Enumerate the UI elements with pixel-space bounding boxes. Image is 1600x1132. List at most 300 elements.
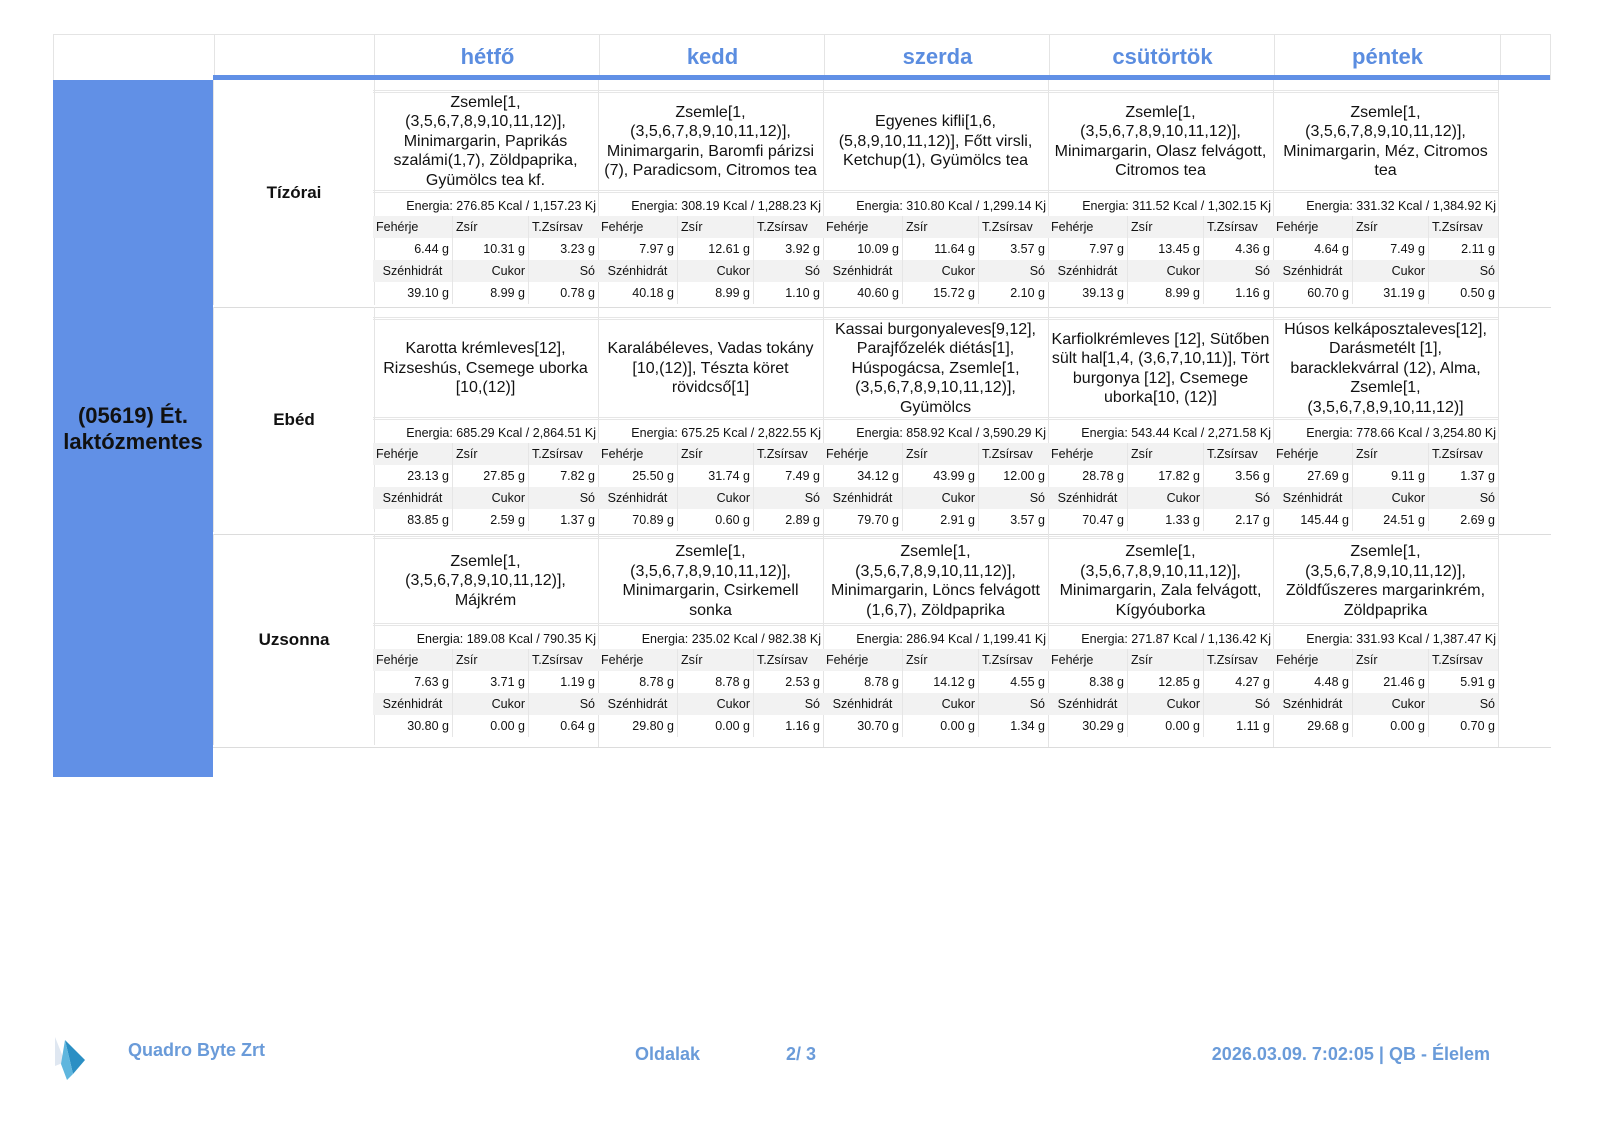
nutrient-label-row [823, 649, 1048, 671]
nutrient-label: Szénhidrát [1048, 693, 1128, 715]
nutrient-value: 40.60 g [823, 282, 903, 304]
nutrient-label-row [1273, 216, 1498, 238]
nutrient-value: 0.70 g [1460, 719, 1495, 733]
nutrient-label: Zsír [903, 649, 979, 671]
nutrient-value: 10.31 g [453, 238, 529, 260]
nutrient-label: Fehérje [373, 443, 453, 465]
meal-day-cell [598, 534, 824, 747]
nutrient-value: 27.69 g [1273, 465, 1353, 487]
dish-description: Zsemle[1, (3,5,6,7,8,9,10,11,12)], Minimargarin, Méz, Citromos tea [1273, 90, 1498, 193]
nutrient-value: 7.82 g [560, 469, 595, 483]
nutrient-label-row [598, 649, 823, 671]
nutrient-label: Fehérje [598, 216, 678, 238]
meal-name: Ebéd [213, 307, 375, 532]
nutrient-label-row [598, 693, 823, 715]
nutrient-label: Só [1029, 264, 1045, 278]
nutrient-value: 4.55 g [1010, 675, 1045, 689]
footer-timestamp: 2026.03.09. 7:02:05 | QB - Élelem [1211, 1044, 1490, 1064]
menu-body [53, 80, 1551, 777]
energy-value: Energia: 189.08 Kcal / 790.35 Kj [416, 632, 596, 646]
dish-description: Karotta krémleves[12], Rizseshús, Csemege uborka [10,(12)] [373, 317, 598, 420]
nutrient-label: Fehérje [823, 443, 903, 465]
nutrient-value-row [1048, 671, 1273, 693]
meal-day-cell [373, 534, 599, 747]
nutrient-label: Fehérje [598, 443, 678, 465]
nutrient-label: Szénhidrát [373, 693, 453, 715]
nutrient-label: T.Zsírsav [757, 653, 808, 667]
nutrient-label: Fehérje [1273, 443, 1353, 465]
dish-description: Húsos kelkáposztaleves[12], Darásmetélt [1], baracklekvárral (12), Alma, Zsemle[1, (3,5,6,7,8,9,10,11,12)] [1273, 317, 1498, 420]
dish-description: Zsemle[1, (3,5,6,7,8,9,10,11,12)], Zöldfűszeres margarinkrém, Zöldpaprika [1273, 536, 1498, 626]
nutrient-value: 1.37 g [560, 513, 595, 527]
nutrient-value-row [373, 465, 598, 487]
energy-value: Energia: 311.52 Kcal / 1,302.15 Kj [1082, 199, 1271, 213]
nutrient-value: 1.11 g [1236, 719, 1270, 733]
nutrient-label: Cukor [1353, 487, 1429, 509]
nutrient-value: 0.00 g [1353, 715, 1429, 737]
nutrient-value: 9.11 g [1353, 465, 1429, 487]
nutrient-value: 24.51 g [1353, 509, 1429, 531]
nutrient-value: 2.53 g [785, 675, 820, 689]
dish-description: Zsemle[1, (3,5,6,7,8,9,10,11,12)], Májkrém [373, 536, 598, 626]
nutrient-label: Szénhidrát [1273, 260, 1353, 282]
nutrient-value-row [373, 282, 598, 304]
nutrient-label: Só [804, 697, 820, 711]
nutrient-label-row [598, 216, 823, 238]
nutrient-value: 40.18 g [598, 282, 678, 304]
nutrient-value: 0.50 g [1460, 286, 1495, 300]
nutrient-label: Fehérje [1273, 649, 1353, 671]
nutrient-label: Szénhidrát [823, 487, 903, 509]
nutrient-value: 4.48 g [1273, 671, 1353, 693]
nutrient-value: 12.61 g [678, 238, 754, 260]
nutrient-label: T.Zsírsav [757, 220, 808, 234]
nutrient-label: Cukor [1128, 260, 1204, 282]
nutrient-label: Fehérje [1273, 216, 1353, 238]
nutrient-value: 3.57 g [1010, 513, 1045, 527]
energy-value: Energia: 778.66 Kcal / 3,254.80 Kj [1306, 426, 1496, 440]
nutrient-label-row [1048, 487, 1273, 509]
nutrient-label: Szénhidrát [823, 260, 903, 282]
nutrient-label: Cukor [453, 693, 529, 715]
nutrient-label: T.Zsírsav [1207, 220, 1258, 234]
nutrient-label: Cukor [903, 487, 979, 509]
energy-value: Energia: 308.19 Kcal / 1,288.23 Kj [631, 199, 821, 213]
nutrient-label-row [1048, 260, 1273, 282]
nutrient-label: T.Zsírsav [532, 653, 583, 667]
nutrient-label-row [598, 443, 823, 465]
energy-value: Energia: 858.92 Kcal / 3,590.29 Kj [856, 426, 1046, 440]
header-empty-cell [214, 35, 375, 75]
nutrient-value-row [373, 509, 598, 531]
nutrient-label: Só [579, 697, 595, 711]
nutrient-label: Cukor [903, 693, 979, 715]
nutrient-label: Szénhidrát [1048, 487, 1128, 509]
nutrient-label-row [373, 443, 598, 465]
nutrient-label: Szénhidrát [823, 693, 903, 715]
meal-day-cell [373, 80, 599, 307]
nutrient-label: Zsír [453, 216, 529, 238]
nutrient-label: Fehérje [1048, 649, 1128, 671]
dish-description: Karalábéleves, Vadas tokány [10,(12)], Tészta köret rövidcső[1] [598, 317, 823, 420]
footer-company: Quadro Byte Zrt [128, 1040, 266, 1060]
energy-value: Energia: 286.94 Kcal / 1,199.41 Kj [856, 632, 1046, 646]
nutrient-value: 3.56 g [1235, 469, 1270, 483]
nutrient-label: Zsír [1353, 216, 1429, 238]
nutrient-label: Cukor [1128, 693, 1204, 715]
nutrient-value: 2.89 g [785, 513, 820, 527]
nutrient-value-row [1048, 238, 1273, 260]
nutrient-label: Szénhidrát [1048, 260, 1128, 282]
nutrient-label-row [823, 260, 1048, 282]
nutrient-label: Zsír [1128, 216, 1204, 238]
nutrient-value-row [373, 715, 598, 737]
nutrient-value-row [823, 671, 1048, 693]
nutrient-label: Cukor [1353, 260, 1429, 282]
nutrient-value: 0.00 g [1128, 715, 1204, 737]
dish-description: Zsemle[1, (3,5,6,7,8,9,10,11,12)], Minimargarin, Baromfi párizsi (7), Paradicsom, Citromos tea [598, 90, 823, 193]
nutrient-value-row [823, 282, 1048, 304]
nutrient-value: 3.57 g [1010, 242, 1045, 256]
meal-section [213, 534, 1551, 748]
meal-day-cell [598, 307, 824, 534]
nutrient-label: Só [1254, 491, 1270, 505]
nutrient-value: 23.13 g [373, 465, 453, 487]
dish-description: Karfiolkrémleves [12], Sütőben sült hal[1,4, (3,6,7,10,11)], Tört burgonya [12], Csemege uborka[10, (12)] [1048, 317, 1273, 420]
nutrient-value-row [598, 509, 823, 531]
nutrient-value-row [823, 715, 1048, 737]
dish-description: Zsemle[1, (3,5,6,7,8,9,10,11,12)], Minimargarin, Löncs felvágott (1,6,7), Zöldpaprika [823, 536, 1048, 626]
nutrient-label: Fehérje [1048, 443, 1128, 465]
energy-value: Energia: 235.02 Kcal / 982.38 Kj [641, 632, 821, 646]
nutrient-label: T.Zsírsav [1432, 447, 1483, 461]
nutrient-value: 8.78 g [598, 671, 678, 693]
nutrient-label-row [823, 216, 1048, 238]
nutrient-label: Só [1479, 697, 1495, 711]
nutrient-value-row [1048, 282, 1273, 304]
nutrient-label: Cukor [678, 693, 754, 715]
nutrient-label: Zsír [1128, 443, 1204, 465]
nutrient-value: 1.37 g [1460, 469, 1495, 483]
nutrient-label: Cukor [453, 487, 529, 509]
nutrient-label: Szénhidrát [1273, 487, 1353, 509]
nutrient-value: 1.34 g [1010, 719, 1045, 733]
nutrient-value-row [1273, 282, 1498, 304]
dish-description: Zsemle[1, (3,5,6,7,8,9,10,11,12)], Minimargarin, Zala felvágott, Kígyóuborka [1048, 536, 1273, 626]
header-day-thursday: csütörtök [1049, 35, 1275, 75]
nutrient-value-row [1273, 238, 1498, 260]
meal-day-cell [373, 307, 599, 534]
nutrient-label-row [1273, 260, 1498, 282]
nutrient-value-row [1273, 509, 1498, 531]
nutrient-value: 8.99 g [1128, 282, 1204, 304]
nutrient-label: Fehérje [823, 649, 903, 671]
nutrient-label: Zsír [1353, 443, 1429, 465]
energy-value: Energia: 331.32 Kcal / 1,384.92 Kj [1306, 199, 1496, 213]
nutrient-value: 0.64 g [560, 719, 595, 733]
nutrient-label-row [373, 693, 598, 715]
meal-day-cell [598, 80, 824, 307]
nutrient-value: 2.11 g [1461, 242, 1495, 256]
nutrient-label: T.Zsírsav [757, 447, 808, 461]
nutrient-label: Só [1029, 491, 1045, 505]
nutrient-label: Só [1254, 264, 1270, 278]
nutrient-label: Szénhidrát [1273, 693, 1353, 715]
nutrient-label: Zsír [678, 649, 754, 671]
nutrient-value: 31.74 g [678, 465, 754, 487]
nutrient-label: Cukor [453, 260, 529, 282]
nutrient-label: Só [1479, 264, 1495, 278]
nutrient-value: 0.60 g [678, 509, 754, 531]
nutrient-value: 4.27 g [1235, 675, 1270, 689]
nutrient-label: Só [579, 264, 595, 278]
nutrient-label: Zsír [678, 216, 754, 238]
nutrient-value: 13.45 g [1128, 238, 1204, 260]
nutrient-label-row [373, 260, 598, 282]
energy-value: Energia: 543.44 Kcal / 2,271.58 Kj [1081, 426, 1271, 440]
footer-page-number: 2/ 3 [786, 1044, 817, 1064]
meal-day-cell [1273, 307, 1499, 534]
nutrient-value: 70.89 g [598, 509, 678, 531]
nutrient-label: Cukor [678, 487, 754, 509]
nutrient-value: 1.16 g [1235, 286, 1270, 300]
nutrient-value: 31.19 g [1353, 282, 1429, 304]
nutrient-label: Zsír [453, 443, 529, 465]
energy-value: Energia: 685.29 Kcal / 2,864.51 Kj [406, 426, 596, 440]
nutrient-value: 1.10 g [785, 286, 820, 300]
header-day-friday: péntek [1274, 35, 1501, 75]
nutrient-value-row [598, 465, 823, 487]
nutrient-value: 83.85 g [373, 509, 453, 531]
meal-day-cell [1048, 534, 1274, 747]
nutrient-label: Fehérje [1048, 216, 1128, 238]
nutrient-label-row [823, 693, 1048, 715]
nutrient-value: 3.71 g [453, 671, 529, 693]
nutrient-value: 7.97 g [598, 238, 678, 260]
header-empty-cell [54, 35, 214, 75]
nutrient-value: 0.00 g [678, 715, 754, 737]
nutrient-value-row [1273, 465, 1498, 487]
nutrient-label: Só [1479, 491, 1495, 505]
nutrient-label-row [373, 649, 598, 671]
dish-description: Kassai burgonyaleves[9,12], Parajfőzelék diétás[1], Húspogácsa, Zsemle[1, (3,5,6,7,8,9,10,11,12)], Gyümölcs [823, 317, 1048, 420]
nutrient-value-row [373, 671, 598, 693]
nutrient-value: 30.29 g [1048, 715, 1128, 737]
nutrient-value: 1.16 g [785, 719, 820, 733]
nutrient-label: Cukor [1353, 693, 1429, 715]
nutrient-label: Szénhidrát [598, 693, 678, 715]
nutrient-label: Zsír [1128, 649, 1204, 671]
nutrient-label: Zsír [903, 216, 979, 238]
nutrient-label-row [373, 487, 598, 509]
nutrient-value: 2.59 g [453, 509, 529, 531]
nutrient-label-row [1273, 649, 1498, 671]
nutrient-label: Zsír [453, 649, 529, 671]
nutrient-label: Szénhidrát [598, 260, 678, 282]
nutrient-value: 8.99 g [453, 282, 529, 304]
dish-description: Zsemle[1, (3,5,6,7,8,9,10,11,12)], Minimargarin, Olasz felvágott, Citromos tea [1048, 90, 1273, 193]
nutrient-value: 39.13 g [1048, 282, 1128, 304]
nutrient-value: 2.69 g [1460, 513, 1495, 527]
nutrient-value: 7.49 g [1353, 238, 1429, 260]
meal-day-cell [823, 534, 1049, 747]
nutrient-value-row [373, 238, 598, 260]
nutrient-value: 28.78 g [1048, 465, 1128, 487]
nutrient-value: 3.23 g [560, 242, 595, 256]
nutrient-value: 79.70 g [823, 509, 903, 531]
nutrient-value: 30.80 g [373, 715, 453, 737]
nutrient-value: 1.33 g [1128, 509, 1204, 531]
header-day-tuesday: kedd [599, 35, 825, 75]
nutrient-label: Cukor [903, 260, 979, 282]
nutrient-label: T.Zsírsav [1207, 447, 1258, 461]
nutrient-value: 5.91 g [1460, 675, 1495, 689]
weekly-menu-table [53, 34, 1551, 777]
nutrient-label: T.Zsírsav [1432, 653, 1483, 667]
nutrient-value: 2.10 g [1010, 286, 1045, 300]
nutrient-value: 8.99 g [678, 282, 754, 304]
nutrient-value: 6.44 g [373, 238, 453, 260]
meal-day-cell [1273, 534, 1499, 747]
nutrient-value: 8.78 g [823, 671, 903, 693]
dish-description: Zsemle[1, (3,5,6,7,8,9,10,11,12)], Minimargarin, Csirkemell sonka [598, 536, 823, 626]
nutrient-value: 10.09 g [823, 238, 903, 260]
nutrient-label-row [1273, 443, 1498, 465]
nutrient-value: 15.72 g [903, 282, 979, 304]
energy-value: Energia: 331.93 Kcal / 1,387.47 Kj [1306, 632, 1496, 646]
nutrient-value: 145.44 g [1273, 509, 1353, 531]
nutrient-label: Szénhidrát [598, 487, 678, 509]
nutrient-label-row [1273, 693, 1498, 715]
nutrient-value: 2.91 g [903, 509, 979, 531]
nutrient-value: 34.12 g [823, 465, 903, 487]
company-logo-icon [53, 1034, 87, 1082]
nutrient-label: Szénhidrát [373, 487, 453, 509]
nutrient-value: 0.00 g [903, 715, 979, 737]
footer-pages-label: Oldalak [635, 1044, 701, 1064]
nutrient-value-row [1048, 509, 1273, 531]
nutrient-value: 0.78 g [560, 286, 595, 300]
header-day-wednesday: szerda [824, 35, 1050, 75]
nutrient-value-row [598, 282, 823, 304]
nutrient-value-row [1273, 715, 1498, 737]
nutrient-value: 3.92 g [785, 242, 820, 256]
nutrient-value: 39.10 g [373, 282, 453, 304]
nutrient-value-row [823, 509, 1048, 531]
nutrient-label: T.Zsírsav [982, 447, 1033, 461]
nutrient-value-row [1048, 465, 1273, 487]
nutrient-label: T.Zsírsav [982, 653, 1033, 667]
nutrient-value: 14.12 g [903, 671, 979, 693]
nutrient-label: Fehérje [598, 649, 678, 671]
nutrient-label-row [1048, 693, 1273, 715]
meal-section [213, 307, 1551, 535]
nutrient-label-row [823, 487, 1048, 509]
nutrient-label: Só [1254, 697, 1270, 711]
nutrient-value-row [1048, 715, 1273, 737]
nutrient-label-row [1048, 443, 1273, 465]
nutrient-value: 0.00 g [453, 715, 529, 737]
page-footer [0, 1040, 1600, 1090]
nutrient-value: 60.70 g [1273, 282, 1353, 304]
nutrient-label: T.Zsírsav [1207, 653, 1258, 667]
meal-name: Uzsonna [213, 534, 375, 745]
nutrient-value: 1.19 g [560, 675, 595, 689]
nutrient-value-row [598, 238, 823, 260]
meal-name: Tízórai [213, 80, 375, 305]
nutrient-value: 29.80 g [598, 715, 678, 737]
nutrient-value-row [823, 238, 1048, 260]
nutrient-value: 17.82 g [1128, 465, 1204, 487]
meal-section [213, 80, 1551, 308]
meal-day-cell [823, 307, 1049, 534]
nutrient-value: 8.78 g [678, 671, 754, 693]
nutrient-value: 7.97 g [1048, 238, 1128, 260]
nutrient-value: 4.36 g [1235, 242, 1270, 256]
nutrient-label-row [1273, 487, 1498, 509]
nutrient-label: T.Zsírsav [982, 220, 1033, 234]
meal-day-cell [1273, 80, 1499, 307]
nutrient-label: Só [804, 264, 820, 278]
diet-group-label: (05619) Ét. laktózmentes [53, 80, 213, 777]
nutrient-label: Szénhidrát [373, 260, 453, 282]
nutrient-label-row [373, 216, 598, 238]
nutrient-label: Só [579, 491, 595, 505]
nutrient-value: 11.64 g [903, 238, 979, 260]
nutrient-value: 29.68 g [1273, 715, 1353, 737]
nutrient-label: Zsír [678, 443, 754, 465]
energy-value: Energia: 675.25 Kcal / 2,822.55 Kj [631, 426, 821, 440]
nutrient-value: 27.85 g [453, 465, 529, 487]
nutrient-value: 7.63 g [373, 671, 453, 693]
nutrient-label: Fehérje [823, 216, 903, 238]
nutrient-value: 30.70 g [823, 715, 903, 737]
meal-day-cell [1048, 307, 1274, 534]
nutrient-value: 2.17 g [1235, 513, 1270, 527]
nutrient-value-row [823, 465, 1048, 487]
nutrient-value: 70.47 g [1048, 509, 1128, 531]
nutrient-label: T.Zsírsav [532, 447, 583, 461]
nutrient-value-row [598, 715, 823, 737]
nutrient-label: Fehérje [373, 216, 453, 238]
nutrient-value: 8.38 g [1048, 671, 1128, 693]
nutrient-value-row [598, 671, 823, 693]
nutrient-label-row [1048, 649, 1273, 671]
nutrient-label: Cukor [1128, 487, 1204, 509]
nutrient-label: Zsír [903, 443, 979, 465]
energy-value: Energia: 276.85 Kcal / 1,157.23 Kj [406, 199, 596, 213]
nutrient-label: Fehérje [373, 649, 453, 671]
day-header-row [53, 34, 1551, 80]
nutrient-value: 43.99 g [903, 465, 979, 487]
nutrient-value: 21.46 g [1353, 671, 1429, 693]
energy-value: Energia: 271.87 Kcal / 1,136.42 Kj [1081, 632, 1271, 646]
nutrient-value: 12.85 g [1128, 671, 1204, 693]
nutrient-label-row [598, 487, 823, 509]
nutrient-label: Cukor [678, 260, 754, 282]
nutrient-value-row [1273, 671, 1498, 693]
dish-description: Zsemle[1, (3,5,6,7,8,9,10,11,12)], Minimargarin, Paprikás szalámi(1,7), Zöldpaprika, Gyümölcs tea kf. [373, 90, 598, 193]
dish-description: Egyenes kifli[1,6, (5,8,9,10,11,12)], Főtt virsli, Ketchup(1), Gyümölcs tea [823, 90, 1048, 193]
nutrient-label: T.Zsírsav [532, 220, 583, 234]
nutrient-label: Só [804, 491, 820, 505]
header-day-monday: hétfő [374, 35, 600, 75]
nutrient-label-row [823, 443, 1048, 465]
nutrient-value: 12.00 g [1003, 469, 1045, 483]
meal-day-cell [1048, 80, 1274, 307]
nutrient-label: Só [1029, 697, 1045, 711]
nutrient-label: T.Zsírsav [1432, 220, 1483, 234]
